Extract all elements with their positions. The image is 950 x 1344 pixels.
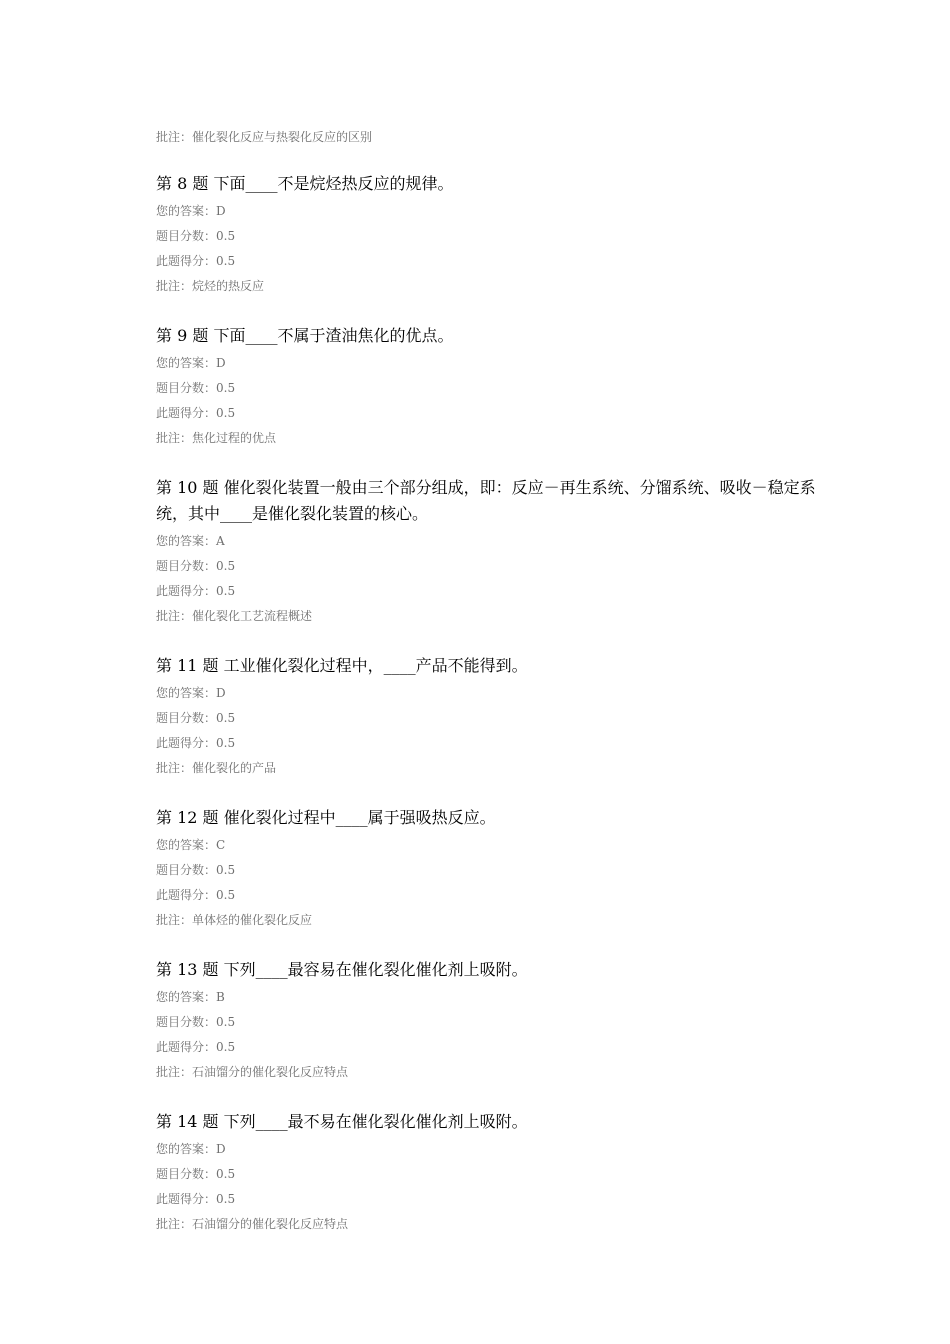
question-score: 题目分数：0.5 [156,863,236,877]
your-answer: 您的答案：A [156,534,225,548]
your-answer: 您的答案：D [156,686,226,700]
question-12 [156,805,816,933]
question-note: 批注：石油馏分的催化裂化反应特点 [156,1217,349,1231]
question-13 [156,957,816,1085]
question-score: 题目分数：0.5 [156,229,236,243]
earned-score: 此题得分：0.5 [156,584,236,598]
question-title: 第 11 题 工业催化裂化过程中，____产品不能得到。 [156,656,528,675]
question-note: 批注：焦化过程的优点 [156,431,277,445]
question-score: 题目分数：0.5 [156,711,236,725]
question-11 [156,653,816,781]
question-title: 第 12 题 催化裂化过程中____属于强吸热反应。 [156,808,496,827]
question-score: 题目分数：0.5 [156,559,236,573]
earned-score: 此题得分：0.5 [156,736,236,750]
question-title: 第 8 题 下面____不是烷烃热反应的规律。 [156,174,454,193]
question-14 [156,1109,816,1237]
question-score: 题目分数：0.5 [156,1015,236,1029]
question-note: 批注：催化裂化工艺流程概述 [156,609,313,623]
question-note: 批注：单体烃的催化裂化反应 [156,913,313,927]
intro-note: 批注：催化裂化反应与热裂化反应的区别 [156,130,373,144]
question-score: 题目分数：0.5 [156,381,236,395]
earned-score: 此题得分：0.5 [156,406,236,420]
earned-score: 此题得分：0.5 [156,254,236,268]
question-note: 批注：烷烃的热反应 [156,279,265,293]
your-answer: 您的答案：D [156,356,226,370]
your-answer: 您的答案：D [156,1142,226,1156]
question-title: 第 13 题 下列____最容易在催化裂化催化剂上吸附。 [156,960,528,979]
document-body [156,127,816,1261]
question-title: 第 9 题 下面____不属于渣油焦化的优点。 [156,326,454,345]
question-8 [156,171,816,299]
your-answer: 您的答案：D [156,204,226,218]
question-title: 第 10 题 催化裂化装置一般由三个部分组成，即：反应－再生系统、分馏系统、吸收－稳定系统，其中____是催化裂化装置的核心。 [156,478,816,523]
question-score: 题目分数：0.5 [156,1167,236,1181]
your-answer: 您的答案：C [156,838,226,852]
question-note: 批注：石油馏分的催化裂化反应特点 [156,1065,349,1079]
your-answer: 您的答案：B [156,990,225,1004]
earned-score: 此题得分：0.5 [156,888,236,902]
question-9 [156,323,816,451]
earned-score: 此题得分：0.5 [156,1192,236,1206]
question-title: 第 14 题 下列____最不易在催化裂化催化剂上吸附。 [156,1112,528,1131]
earned-score: 此题得分：0.5 [156,1040,236,1054]
question-note: 批注：催化裂化的产品 [156,761,277,775]
question-10 [156,475,816,629]
